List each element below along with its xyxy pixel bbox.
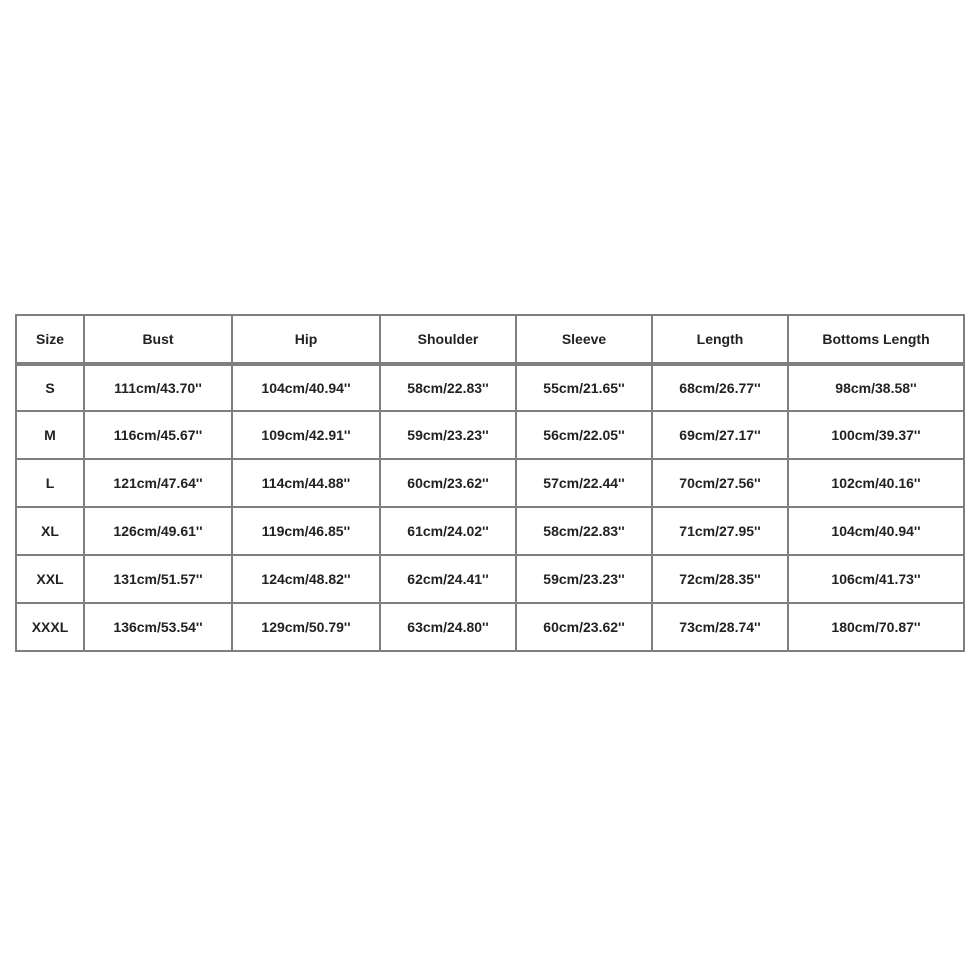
cell-size: XXXL: [15, 604, 85, 652]
cell-hip: 124cm/48.82'': [233, 556, 381, 604]
cell-bust: 116cm/45.67'': [85, 412, 233, 460]
cell-size: M: [15, 412, 85, 460]
cell-bottoms-length: 100cm/39.37'': [789, 412, 965, 460]
cell-size: L: [15, 460, 85, 508]
size-chart-table: [15, 314, 965, 652]
header-bust: Bust: [85, 314, 233, 364]
header-bottoms-length: Bottoms Length: [789, 314, 965, 364]
header-length: Length: [653, 314, 789, 364]
cell-sleeve: 57cm/22.44'': [517, 460, 653, 508]
cell-bust: 126cm/49.61'': [85, 508, 233, 556]
table-row: [15, 460, 965, 508]
cell-sleeve: 56cm/22.05'': [517, 412, 653, 460]
cell-sleeve: 59cm/23.23'': [517, 556, 653, 604]
header-row: [15, 314, 965, 364]
cell-bust: 131cm/51.57'': [85, 556, 233, 604]
cell-shoulder: 61cm/24.02'': [381, 508, 517, 556]
cell-shoulder: 60cm/23.62'': [381, 460, 517, 508]
cell-bottoms-length: 102cm/40.16'': [789, 460, 965, 508]
cell-shoulder: 63cm/24.80'': [381, 604, 517, 652]
table-row: [15, 412, 965, 460]
cell-bottoms-length: 104cm/40.94'': [789, 508, 965, 556]
cell-bust: 111cm/43.70'': [85, 364, 233, 412]
cell-bottoms-length: 98cm/38.58'': [789, 364, 965, 412]
table-row: [15, 508, 965, 556]
cell-length: 68cm/26.77'': [653, 364, 789, 412]
header-hip: Hip: [233, 314, 381, 364]
cell-shoulder: 58cm/22.83'': [381, 364, 517, 412]
cell-bust: 121cm/47.64'': [85, 460, 233, 508]
table-row: [15, 556, 965, 604]
cell-hip: 109cm/42.91'': [233, 412, 381, 460]
cell-sleeve: 55cm/21.65'': [517, 364, 653, 412]
cell-length: 72cm/28.35'': [653, 556, 789, 604]
cell-hip: 119cm/46.85'': [233, 508, 381, 556]
table-row: [15, 364, 965, 412]
cell-length: 73cm/28.74'': [653, 604, 789, 652]
cell-length: 71cm/27.95'': [653, 508, 789, 556]
cell-length: 70cm/27.56'': [653, 460, 789, 508]
header-size: Size: [15, 314, 85, 364]
cell-shoulder: 59cm/23.23'': [381, 412, 517, 460]
cell-bust: 136cm/53.54'': [85, 604, 233, 652]
cell-sleeve: 60cm/23.62'': [517, 604, 653, 652]
cell-bottoms-length: 180cm/70.87'': [789, 604, 965, 652]
cell-bottoms-length: 106cm/41.73'': [789, 556, 965, 604]
header-shoulder: Shoulder: [381, 314, 517, 364]
cell-size: XL: [15, 508, 85, 556]
cell-size: S: [15, 364, 85, 412]
cell-shoulder: 62cm/24.41'': [381, 556, 517, 604]
cell-sleeve: 58cm/22.83'': [517, 508, 653, 556]
cell-size: XXL: [15, 556, 85, 604]
cell-hip: 114cm/44.88'': [233, 460, 381, 508]
header-sleeve: Sleeve: [517, 314, 653, 364]
cell-hip: 129cm/50.79'': [233, 604, 381, 652]
cell-hip: 104cm/40.94'': [233, 364, 381, 412]
cell-length: 69cm/27.17'': [653, 412, 789, 460]
table-row: [15, 604, 965, 652]
